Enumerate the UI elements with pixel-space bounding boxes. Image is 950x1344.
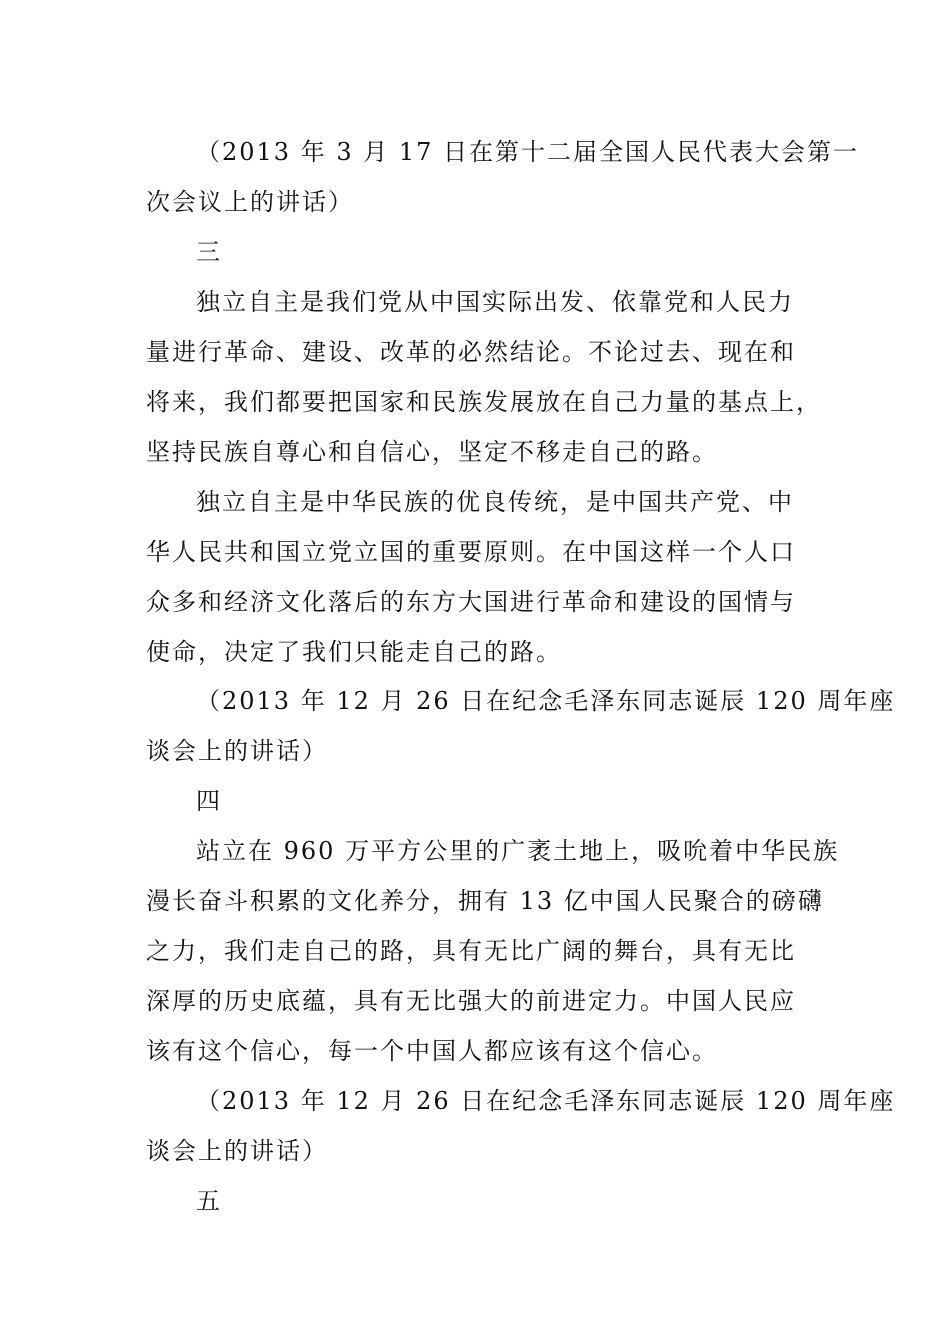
paragraph-line: 量进行革命、建设、改革的必然结论。不论过去、现在和	[146, 338, 796, 366]
citation-line: 谈会上的讲话）	[146, 737, 328, 765]
paragraph-line: 深厚的历史底蕴，具有无比强大的前进定力。中国人民应	[146, 987, 796, 1015]
citation-line: （2013 年 12 月 26 日在纪念毛泽东同志诞辰 120 周年座	[196, 687, 896, 715]
paragraph-line: 站立在 960 万平方公里的广袤土地上，吸吮着中华民族	[196, 837, 840, 865]
citation-line: （2013 年 3 月 17 日在第十二届全国人民代表大会第一	[196, 138, 860, 166]
citation-line: 谈会上的讲话）	[146, 1137, 328, 1165]
paragraph-line: 众多和经济文化落后的东方大国进行革命和建设的国情与	[146, 588, 796, 616]
paragraph-line: 华人民共和国立党立国的重要原则。在中国这样一个人口	[146, 538, 796, 566]
paragraph-line: 漫长奋斗积累的文化养分，拥有 13 亿中国人民聚合的磅礴	[146, 887, 824, 915]
citation-line: （2013 年 12 月 26 日在纪念毛泽东同志诞辰 120 周年座	[196, 1087, 896, 1115]
paragraph-line: 坚持民族自尊心和自信心，坚定不移走自己的路。	[146, 438, 718, 466]
citation-line: 次会议上的讲话）	[146, 188, 354, 216]
paragraph-line: 独立自主是中华民族的优良传统，是中国共产党、中	[196, 488, 794, 516]
paragraph-line: 独立自主是我们党从中国实际出发、依靠党和人民力	[196, 288, 794, 316]
section-heading: 三	[196, 238, 222, 266]
paragraph-line: 将来，我们都要把国家和民族发展放在自己力量的基点上，	[146, 388, 822, 416]
section-heading: 五	[196, 1187, 222, 1215]
paragraph-line: 使命，决定了我们只能走自己的路。	[146, 638, 562, 666]
paragraph-line: 之力，我们走自己的路，具有无比广阔的舞台，具有无比	[146, 937, 796, 965]
section-heading: 四	[196, 787, 222, 815]
paragraph-line: 该有这个信心，每一个中国人都应该有这个信心。	[146, 1037, 718, 1065]
